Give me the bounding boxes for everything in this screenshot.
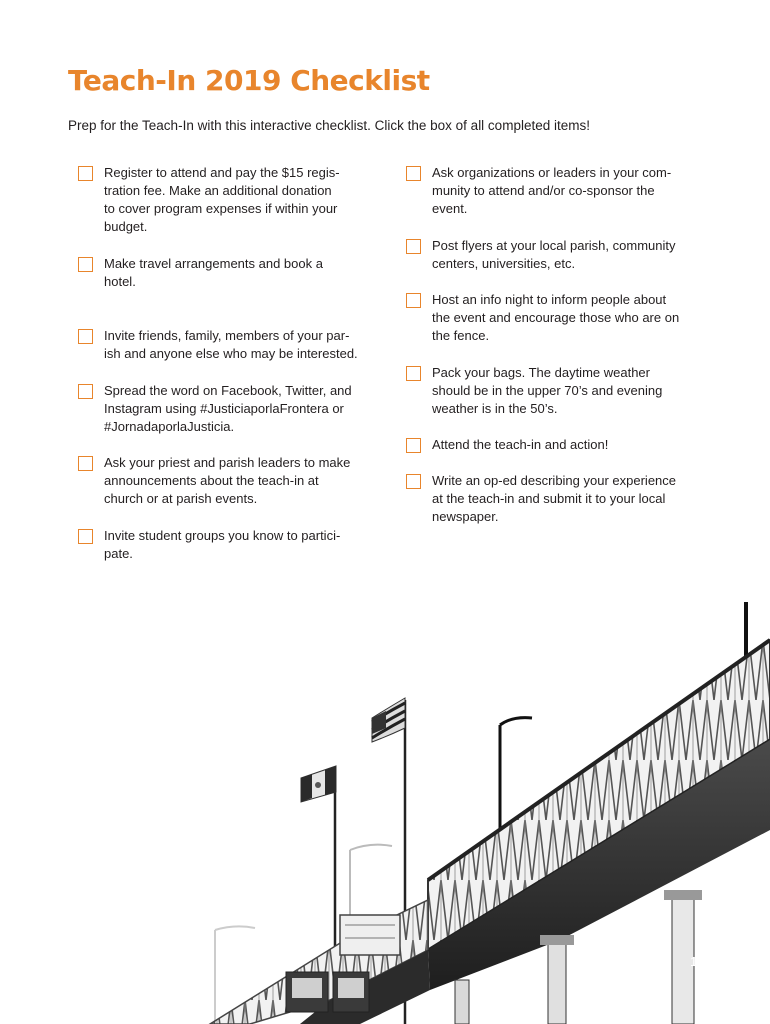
checklist-item-text: Register to attend and pay the $15 regis- tration fee. Make an additional donation to cover program expenses if within your budget. [104,165,340,234]
checkbox[interactable] [406,474,421,489]
checkbox[interactable] [78,384,93,399]
checkbox[interactable] [406,239,421,254]
checklist-item-text: Make travel arrangements and book a hotel. [104,256,323,289]
checkbox[interactable] [406,438,421,453]
page-title: Teach-In 2019 Checklist [68,64,430,97]
page-number: 11 [690,954,704,969]
checklist-item-text: Pack your bags. The daytime weather should be in the upper 70’s and evening weather is in the 50’s. [432,365,663,416]
checklist-item-text: Invite student groups you know to partici- pate. [104,528,341,561]
intro-text: Prep for the Teach-In with this interactive checklist. Click the box of all completed items! [68,118,590,133]
checkbox[interactable] [406,366,421,381]
checklist-item-text: Post flyers at your local parish, community centers, universities, etc. [432,238,676,271]
checkbox[interactable] [78,329,93,344]
checklist-item-text: Write an op-ed describing your experience at the teach-in and submit it to your local newspaper. [432,473,677,524]
checkbox[interactable] [78,456,93,471]
border-bridge-photo [0,580,770,1024]
checkbox[interactable] [406,166,421,181]
checklist-item-text: Ask organizations or leaders in your com- munity to attend and/or co-sponsor the event. [432,165,672,216]
checklist-item-text: Spread the word on Facebook, Twitter, and Instagram using #JusticiaporlaFrontera or #JornadaporlaJusticia. [104,383,352,434]
checkbox[interactable] [78,529,93,544]
checklist-item-text: Attend the teach-in and action! [432,437,609,452]
checkbox[interactable] [406,293,421,308]
us-flag-icon [372,698,405,742]
checklist-item-text: Invite friends, family, members of your par- ish and anyone else who may be interested. [104,328,358,361]
mexico-flag-icon [301,766,336,802]
checklist-item-text: Host an info night to inform people about the event and encourage those who are on the fence. [432,292,680,343]
checkbox[interactable] [78,257,93,272]
checklist-item-text: Ask your priest and parish leaders to make announcements about the teach-in at church or at parish events. [104,455,351,506]
checkbox[interactable] [78,166,93,181]
